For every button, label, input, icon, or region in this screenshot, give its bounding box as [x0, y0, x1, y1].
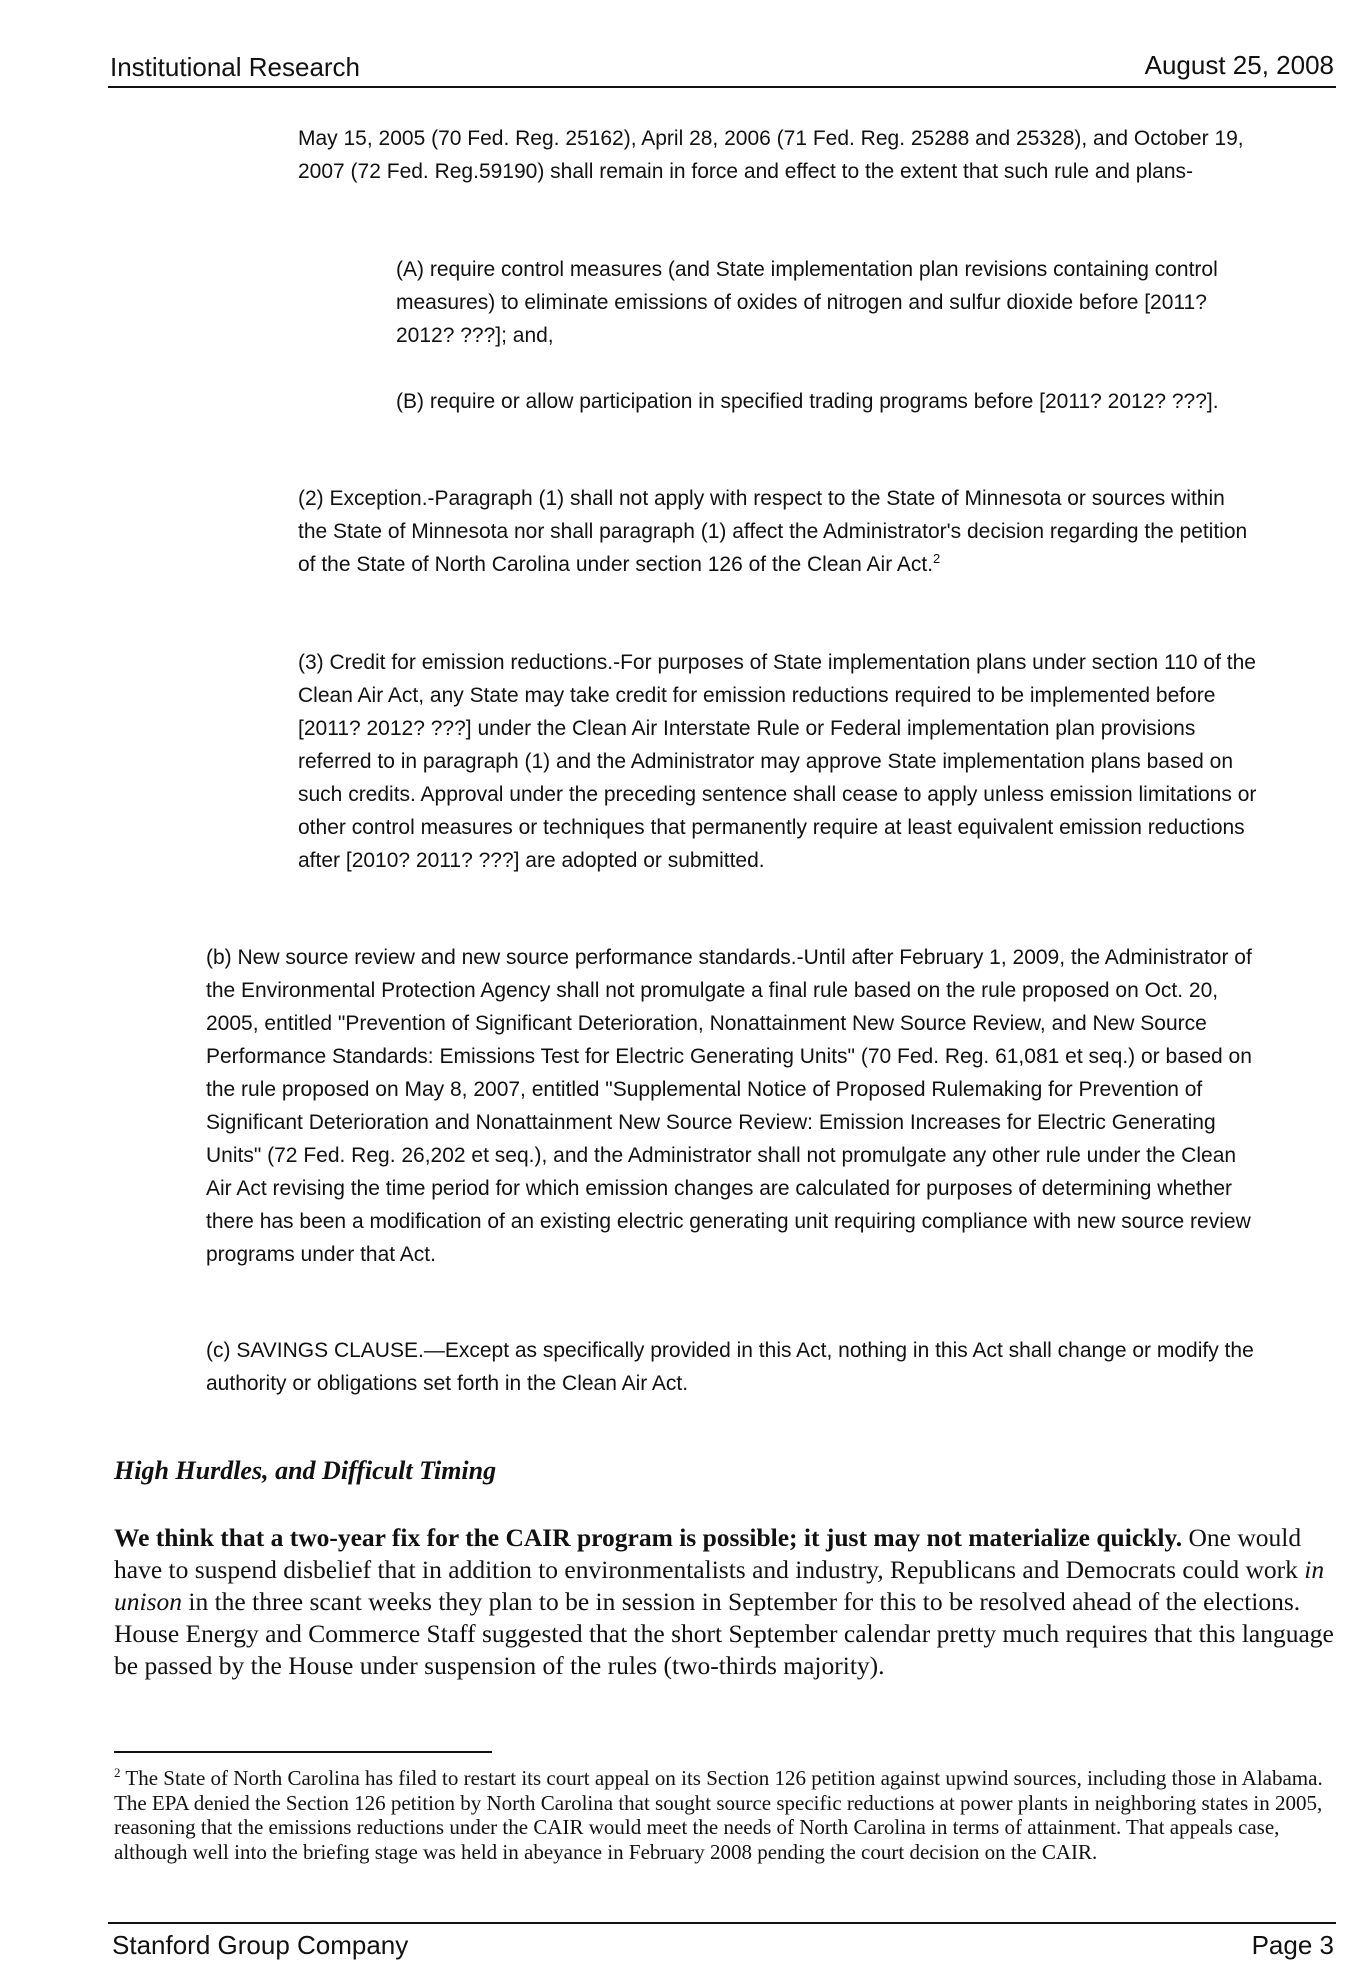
body-text-2: in the three scant weeks they plan to be in session in September for this to be resolved ahead of the elections. House Energy and Commerce Staff suggested that the short September calendar pretty much requires that this language be passed by the House under suspension of the rules (two-thirds majority).: [114, 1587, 1334, 1680]
paragraph-credit: (3) Credit for emission reductions.-For purposes of State implementation plans under section 110 of the Clean Air Act, any State may take credit for emission reductions required to be implemented before [2011? 2012? ???] under the Clean Air Interstate Rule or Federal implementation plan provisions referred to in paragraph (1) and the Administrator may approve State implementation plans based on such credits. Approval under the preceding sentence shall cease to apply unless emission limitations or other control measures or techniques that permanently require at least equivalent emission reductions after [2010? 2011? ???] are adopted or submitted.: [298, 651, 1257, 872]
header-date: August 25, 2008: [1144, 50, 1334, 80]
header-department: Institutional Research: [110, 52, 361, 82]
footnote-text: The State of North Carolina has filed to restart its court appeal on its Section 126 petition against upwind sources, including those in Alabama. The EPA denied the Section 126 petition by North Carolina that sought source specific reductions at power plants in neighboring states in 2005, reasoning that the emissions reductions under the CAIR would meet the needs of North Carolina in terms of attainment. That appeals case, although well into the briefing stage was held in abeyance in February 2008 pending the court decision on the CAIR.: [114, 1766, 1323, 1864]
footnote: [114, 1766, 1346, 1864]
section-heading: High Hurdles, and Difficult Timing: [114, 1456, 497, 1485]
paragraph-exception: [298, 482, 1258, 581]
paragraph-new-source-review: (b) New source review and new source performance standards.-Until after February 1, 2009, the Administrator of the Environmental Protection Agency shall not promulgate a final rule based on the rule proposed on Oct. 20, 2005, entitled "Prevention of Significant Deterioration, Nonattainment New Source Review, and New Source Performance Standards: Emissions Test for Electric Generating Units" (70 Fed. Reg. 61,081 et seq.) or based on the rule proposed on May 8, 2007, entitled "Supplemental Notice of Proposed Rulemaking for Prevention of Significant Deterioration and Nonattainment New Source Review: Emission Increases for Electric Generating Units" (72 Fed. Reg. 26,202 et seq.), and the Administrator shall not promulgate any other rule under the Clean Air Act revising the time period for which emission changes are calculated for purposes of determining whether there has been a modification of an existing electric generating unit requiring compliance with new source review programs under that Act.: [206, 946, 1252, 1266]
body-lead-bold: We think that a two-year fix for the CAIR program is possible; it just may not materialize quickly.: [114, 1523, 1183, 1552]
page-header: [108, 52, 1336, 88]
body-emphasis: in unison: [114, 1555, 1325, 1616]
item-b: (B) require or allow participation in specified trading programs before [2011? 2012? ???].: [396, 390, 1219, 413]
body-text-1: One would have to suspend disbelief that in addition to environmentalists and industry, Republicans and Democrats could work: [114, 1523, 1305, 1584]
item-a: (A) require control measures (and State implementation plan revisions containing control measures) to eliminate emissions of oxides of nitrogen and sulfur dioxide before [2011? 2012? ???]; and,: [396, 258, 1218, 347]
footnote-reference[interactable]: 2: [933, 551, 941, 566]
paragraph-savings-clause: (c) SAVINGS CLAUSE.—Except as specifically provided in this Act, nothing in this Act shall change or modify the authority or obligations set forth in the Clean Air Act.: [206, 1339, 1254, 1395]
footer-page-number: Page 3: [1251, 1930, 1334, 1960]
page-footer: [108, 1922, 1336, 1962]
paragraph-intro: May 15, 2005 (70 Fed. Reg. 25162), April 28, 2006 (71 Fed. Reg. 25288 and 25328), and October 19, 2007 (72 Fed. Reg.59190) shall remain in force and effect to the extent that such rule and plans-: [298, 127, 1244, 183]
footer-company: Stanford Group Company: [112, 1930, 409, 1960]
footnote-divider: [114, 1751, 492, 1753]
footnote-number: 2: [114, 1765, 121, 1780]
body-paragraph: [114, 1522, 1344, 1682]
paragraph-exception-text: (2) Exception.-Paragraph (1) shall not apply with respect to the State of Minnesota or sources within the State of Minnesota nor shall paragraph (1) affect the Administrator's decision regarding the petition of the State of North Carolina under section 126 of the Clean Air Act.: [298, 487, 1248, 576]
